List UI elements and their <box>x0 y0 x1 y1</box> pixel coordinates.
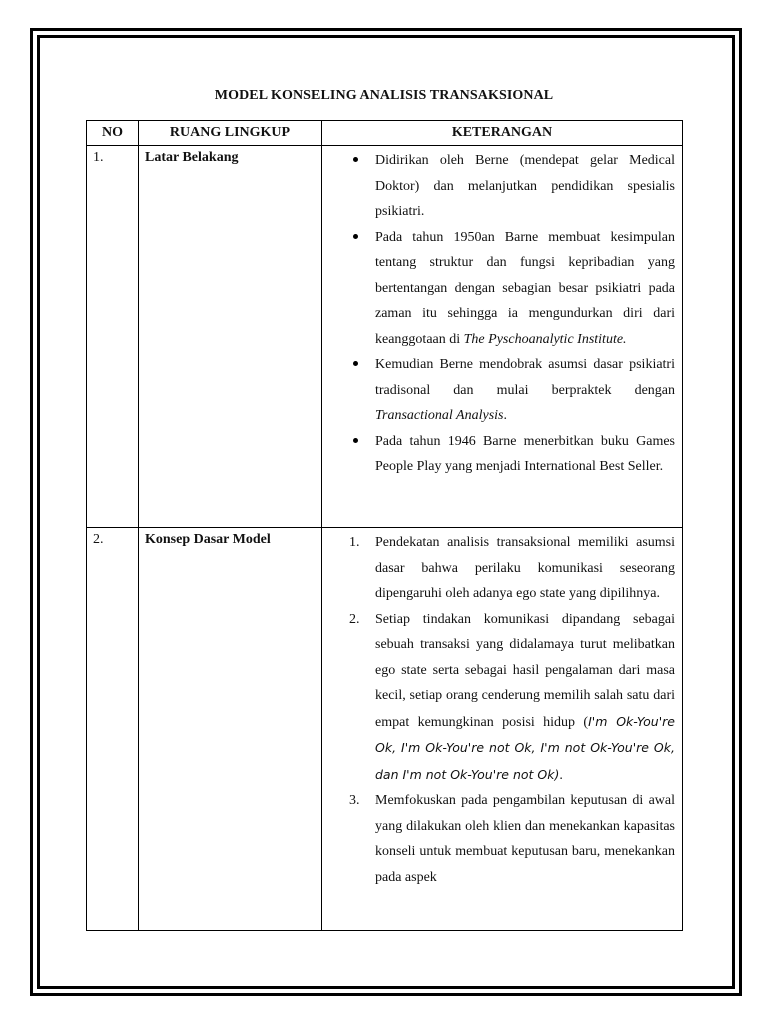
list-number: 1. <box>349 535 360 550</box>
list-item: Pada tahun 1950an Barne membuat kesimpulan tentang struktur dan fungsi kepribadian yang bertentangan dengan sebagian besar psikiatri pada zaman itu sehingga ia mengundurkan diri dari keanggotaan di The Pyschoanalytic Institute. <box>322 225 675 353</box>
table-row <box>87 528 683 931</box>
row-description <box>322 528 683 931</box>
row-scope: Konsep Dasar Model <box>139 528 322 931</box>
bullet-icon <box>353 157 358 162</box>
list-item: 1. Pendekatan analisis transaksional memiliki asumsi dasar bahwa perilaku komunikasi seseorang dipengaruhi oleh adanya ego state yang dipilihnya. <box>322 530 675 607</box>
bullet-list <box>322 148 675 480</box>
list-item: Pada tahun 1946 Barne menerbitkan buku Games People Play yang menjadi International Best Seller. <box>322 429 675 480</box>
header-desc: KETERANGAN <box>322 121 683 146</box>
row-number: 2. <box>87 528 139 931</box>
list-item: 3. Memfokuskan pada pengambilan keputusan di awal yang dilakukan oleh klien dan menekankan kapasitas konseli untuk membuat keputusan baru, menekankan pada aspek <box>322 788 675 890</box>
bullet-icon <box>353 361 358 366</box>
numbered-list <box>322 530 675 890</box>
bullet-icon <box>353 438 358 443</box>
content-table <box>86 120 683 931</box>
table-header-row <box>87 121 683 146</box>
row-number: 1. <box>87 146 139 528</box>
list-item: Didirikan oleh Berne (mendepat gelar Medical Doktor) dan melanjutkan pendidikan spesialis psikiatri. <box>322 148 675 225</box>
list-number: 3. <box>349 793 360 808</box>
header-no: NO <box>87 121 139 146</box>
list-item: 2. Setiap tindakan komunikasi dipandang sebagai sebuah transaksi yang didalamaya turut melibatkan ego state serta sebagai hasil pengalaman dari masa kecil, setiap orang cenderung memilih salah satu dari empat kemungkinan posisi hidup (I'm Ok-You're Ok, I'm Ok-You're not Ok, I'm not Ok-You're Ok, dan I'm not Ok-You're not Ok). <box>322 607 675 789</box>
row-scope: Latar Belakang <box>139 146 322 528</box>
header-scope: RUANG LINGKUP <box>139 121 322 146</box>
table-row <box>87 146 683 528</box>
row-description <box>322 146 683 528</box>
list-item: Kemudian Berne mendobrak asumsi dasar psikiatri tradisonal dan mulai berpraktek dengan Transactional Analysis. <box>322 352 675 429</box>
bullet-icon <box>353 234 358 239</box>
document-title: MODEL KONSELING ANALISIS TRANSAKSIONAL <box>214 88 554 103</box>
list-number: 2. <box>349 611 360 627</box>
